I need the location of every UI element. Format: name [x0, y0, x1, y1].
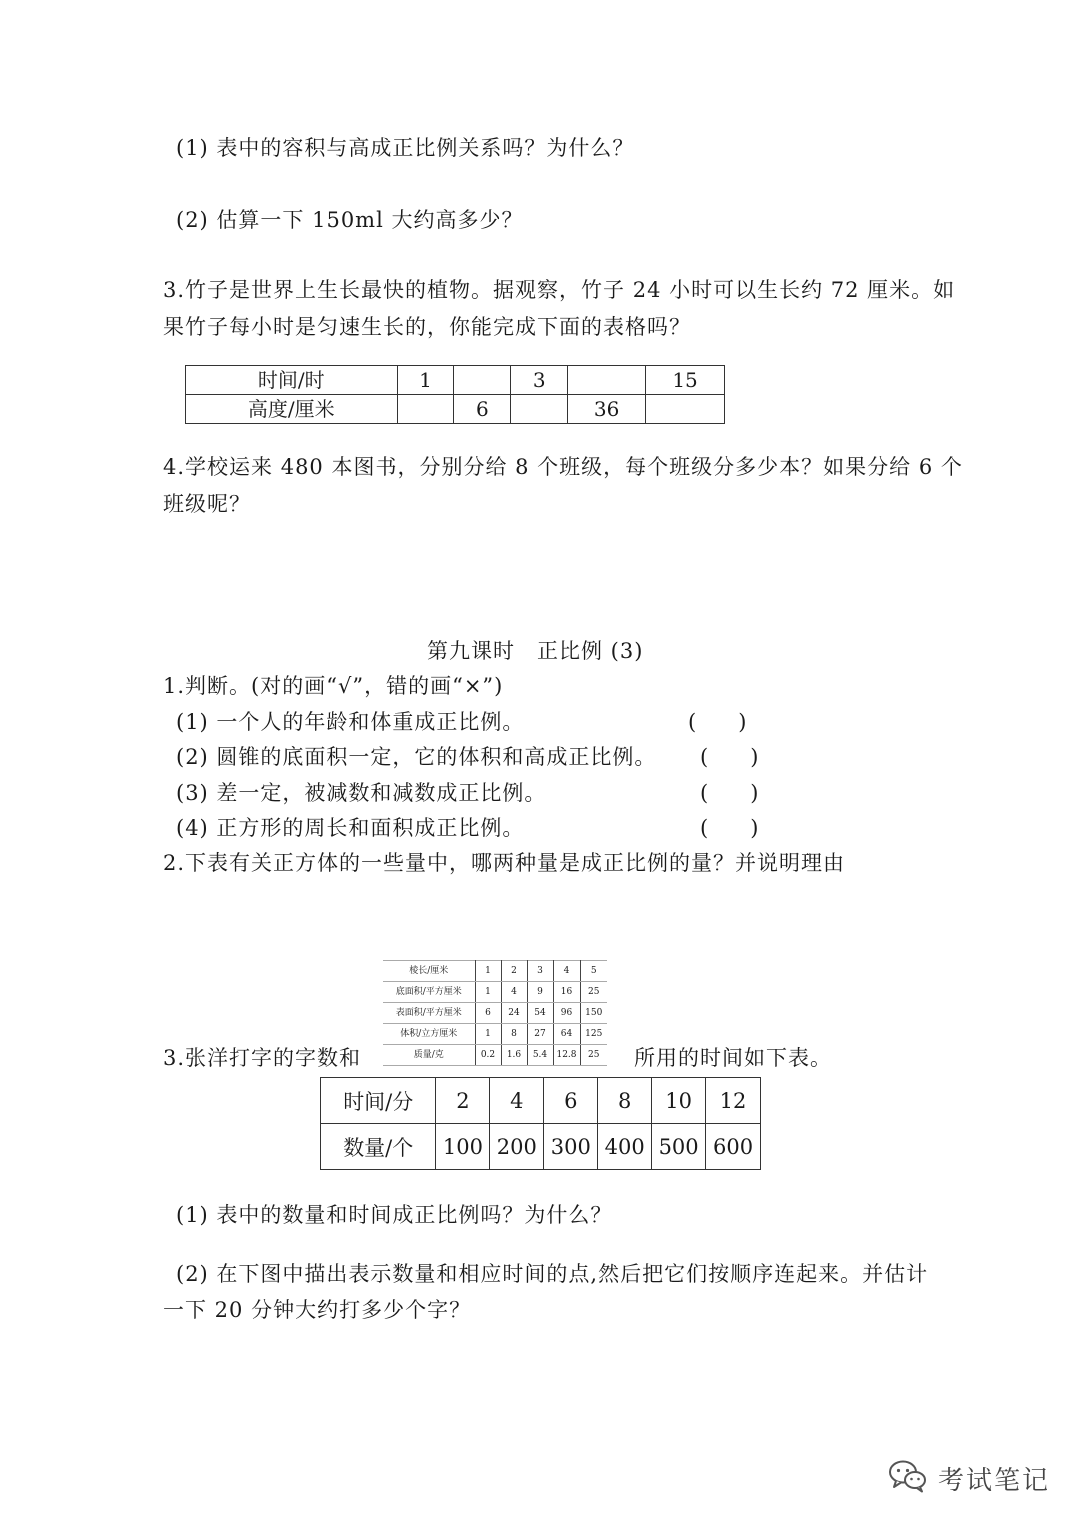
table-cell: 6 [544, 1078, 598, 1124]
question-3b-text-right: 所用的时间如下表。 [634, 1046, 832, 1070]
table-cell: 12 [706, 1078, 761, 1124]
table-cell: 96 [553, 1003, 580, 1024]
table-row [186, 395, 725, 424]
table-cell: 8 [598, 1078, 652, 1124]
table-cell: 2 [501, 961, 527, 982]
question-prev-sub2: (2) 估算一下 150ml 大约高多少？ [176, 208, 524, 232]
section-title: 第九课时 正比例 (3) [427, 639, 644, 663]
question-4-line2: 班级呢？ [163, 492, 251, 516]
judge-item: (3) 差一定，被减数和减数成正比例。 [176, 781, 547, 805]
table-cell: 质量/克 [383, 1045, 475, 1066]
table-row [186, 366, 725, 395]
table-cell [454, 366, 511, 395]
table-row [383, 1003, 607, 1024]
table-cell: 5 [580, 961, 607, 982]
table-cell [568, 366, 646, 395]
table-cell: 0.2 [475, 1045, 501, 1066]
table-cell: 16 [553, 982, 580, 1003]
question-3b-sub2-line2: 一下 20 分钟大约打多少个字？ [163, 1298, 472, 1322]
table-cell: 300 [544, 1124, 598, 1170]
judge-item: (4) 正方形的周长和面积成正比例。 [176, 816, 525, 840]
table-cell: 1 [475, 982, 501, 1003]
table-cell: 400 [598, 1124, 652, 1170]
table-cell: 15 [646, 366, 725, 395]
table-cell: 高度/厘米 [186, 395, 398, 424]
table-row [383, 1024, 607, 1045]
question-3b-sub2-line1: (2) 在下图中描出表示数量和相应时间的点,然后把它们按顺序连起来。并估计 [176, 1262, 929, 1286]
question-4-line1: 4.学校运来 480 本图书，分别分给 8 个班级，每个班级分多少本？如果分给 6 个 [163, 455, 963, 479]
answer-blank[interactable]: ( ) [688, 710, 747, 734]
table-cell: 200 [490, 1124, 544, 1170]
answer-blank[interactable]: ( ) [700, 781, 759, 805]
typing-table [320, 1077, 761, 1170]
answer-blank[interactable]: ( ) [700, 816, 759, 840]
table-cell: 时间/时 [186, 366, 398, 395]
table-cell: 6 [454, 395, 511, 424]
table-cell [646, 395, 725, 424]
table-cell: 1 [397, 366, 454, 395]
table-cell: 4 [553, 961, 580, 982]
wechat-icon [888, 1459, 928, 1497]
table-cell: 3 [527, 961, 553, 982]
table-cell: 3 [511, 366, 568, 395]
answer-blank[interactable]: ( ) [700, 745, 759, 769]
table-cell: 125 [580, 1024, 607, 1045]
table-cell: 1 [475, 1024, 501, 1045]
table-cell: 底面积/平方厘米 [383, 982, 475, 1003]
table-cell: 时间/分 [321, 1078, 436, 1124]
table-cell: 表面积/平方厘米 [383, 1003, 475, 1024]
table-row [321, 1078, 761, 1124]
table-cell: 棱长/厘米 [383, 961, 475, 982]
table-cell: 数量/个 [321, 1124, 436, 1170]
table-cell: 4 [490, 1078, 544, 1124]
table-row [383, 961, 607, 982]
table-cell: 4 [501, 982, 527, 1003]
watermark [888, 1459, 1050, 1497]
table-cell [511, 395, 568, 424]
judge-item: (2) 圆锥的底面积一定，它的体积和高成正比例。 [176, 745, 657, 769]
table-cell: 8 [501, 1024, 527, 1045]
table-cell: 24 [501, 1003, 527, 1024]
table-cell: 600 [706, 1124, 761, 1170]
table-cell: 27 [527, 1024, 553, 1045]
table-cell: 2 [436, 1078, 490, 1124]
table-cell: 25 [580, 1045, 607, 1066]
question-3b-sub1: (1) 表中的数量和时间成正比例吗？为什么？ [176, 1203, 613, 1227]
table-cell: 体积/立方厘米 [383, 1024, 475, 1045]
question-3a-line2: 果竹子每小时是匀速生长的，你能完成下面的表格吗？ [163, 315, 691, 339]
table-cell: 36 [568, 395, 646, 424]
table-row [383, 982, 607, 1003]
table-cell: 1 [475, 961, 501, 982]
question-2-text: 2.下表有关正方体的一些量中，哪两种量是成正比例的量？并说明理由 [163, 851, 846, 875]
table-cell: 12.8 [553, 1045, 580, 1066]
table-cell: 1.6 [501, 1045, 527, 1066]
table-cell: 25 [580, 982, 607, 1003]
question-3b-text-left: 3.张洋打字的字数和 [163, 1046, 362, 1070]
question-3a-line1: 3.竹子是世界上生长最快的植物。据观察，竹子 24 小时可以生长约 72 厘米。如 [163, 278, 956, 302]
table-cell: 150 [580, 1003, 607, 1024]
judge-title: 1.判断。(对的画“√”，错的画“×”) [163, 674, 504, 698]
table-cell: 500 [652, 1124, 706, 1170]
bamboo-growth-table [185, 365, 725, 424]
table-cell: 10 [652, 1078, 706, 1124]
cube-quantities-table [383, 960, 607, 1066]
table-row [383, 1045, 607, 1066]
table-row [321, 1124, 761, 1170]
table-cell: 9 [527, 982, 553, 1003]
judge-item: (1) 一个人的年龄和体重成正比例。 [176, 710, 525, 734]
table-cell: 5.4 [527, 1045, 553, 1066]
table-cell: 54 [527, 1003, 553, 1024]
table-cell: 64 [553, 1024, 580, 1045]
table-cell: 6 [475, 1003, 501, 1024]
question-prev-sub1: (1) 表中的容积与高成正比例关系吗？为什么？ [176, 136, 635, 160]
table-cell: 100 [436, 1124, 490, 1170]
watermark-text: 考试笔记 [937, 1465, 1050, 1496]
table-cell [397, 395, 454, 424]
